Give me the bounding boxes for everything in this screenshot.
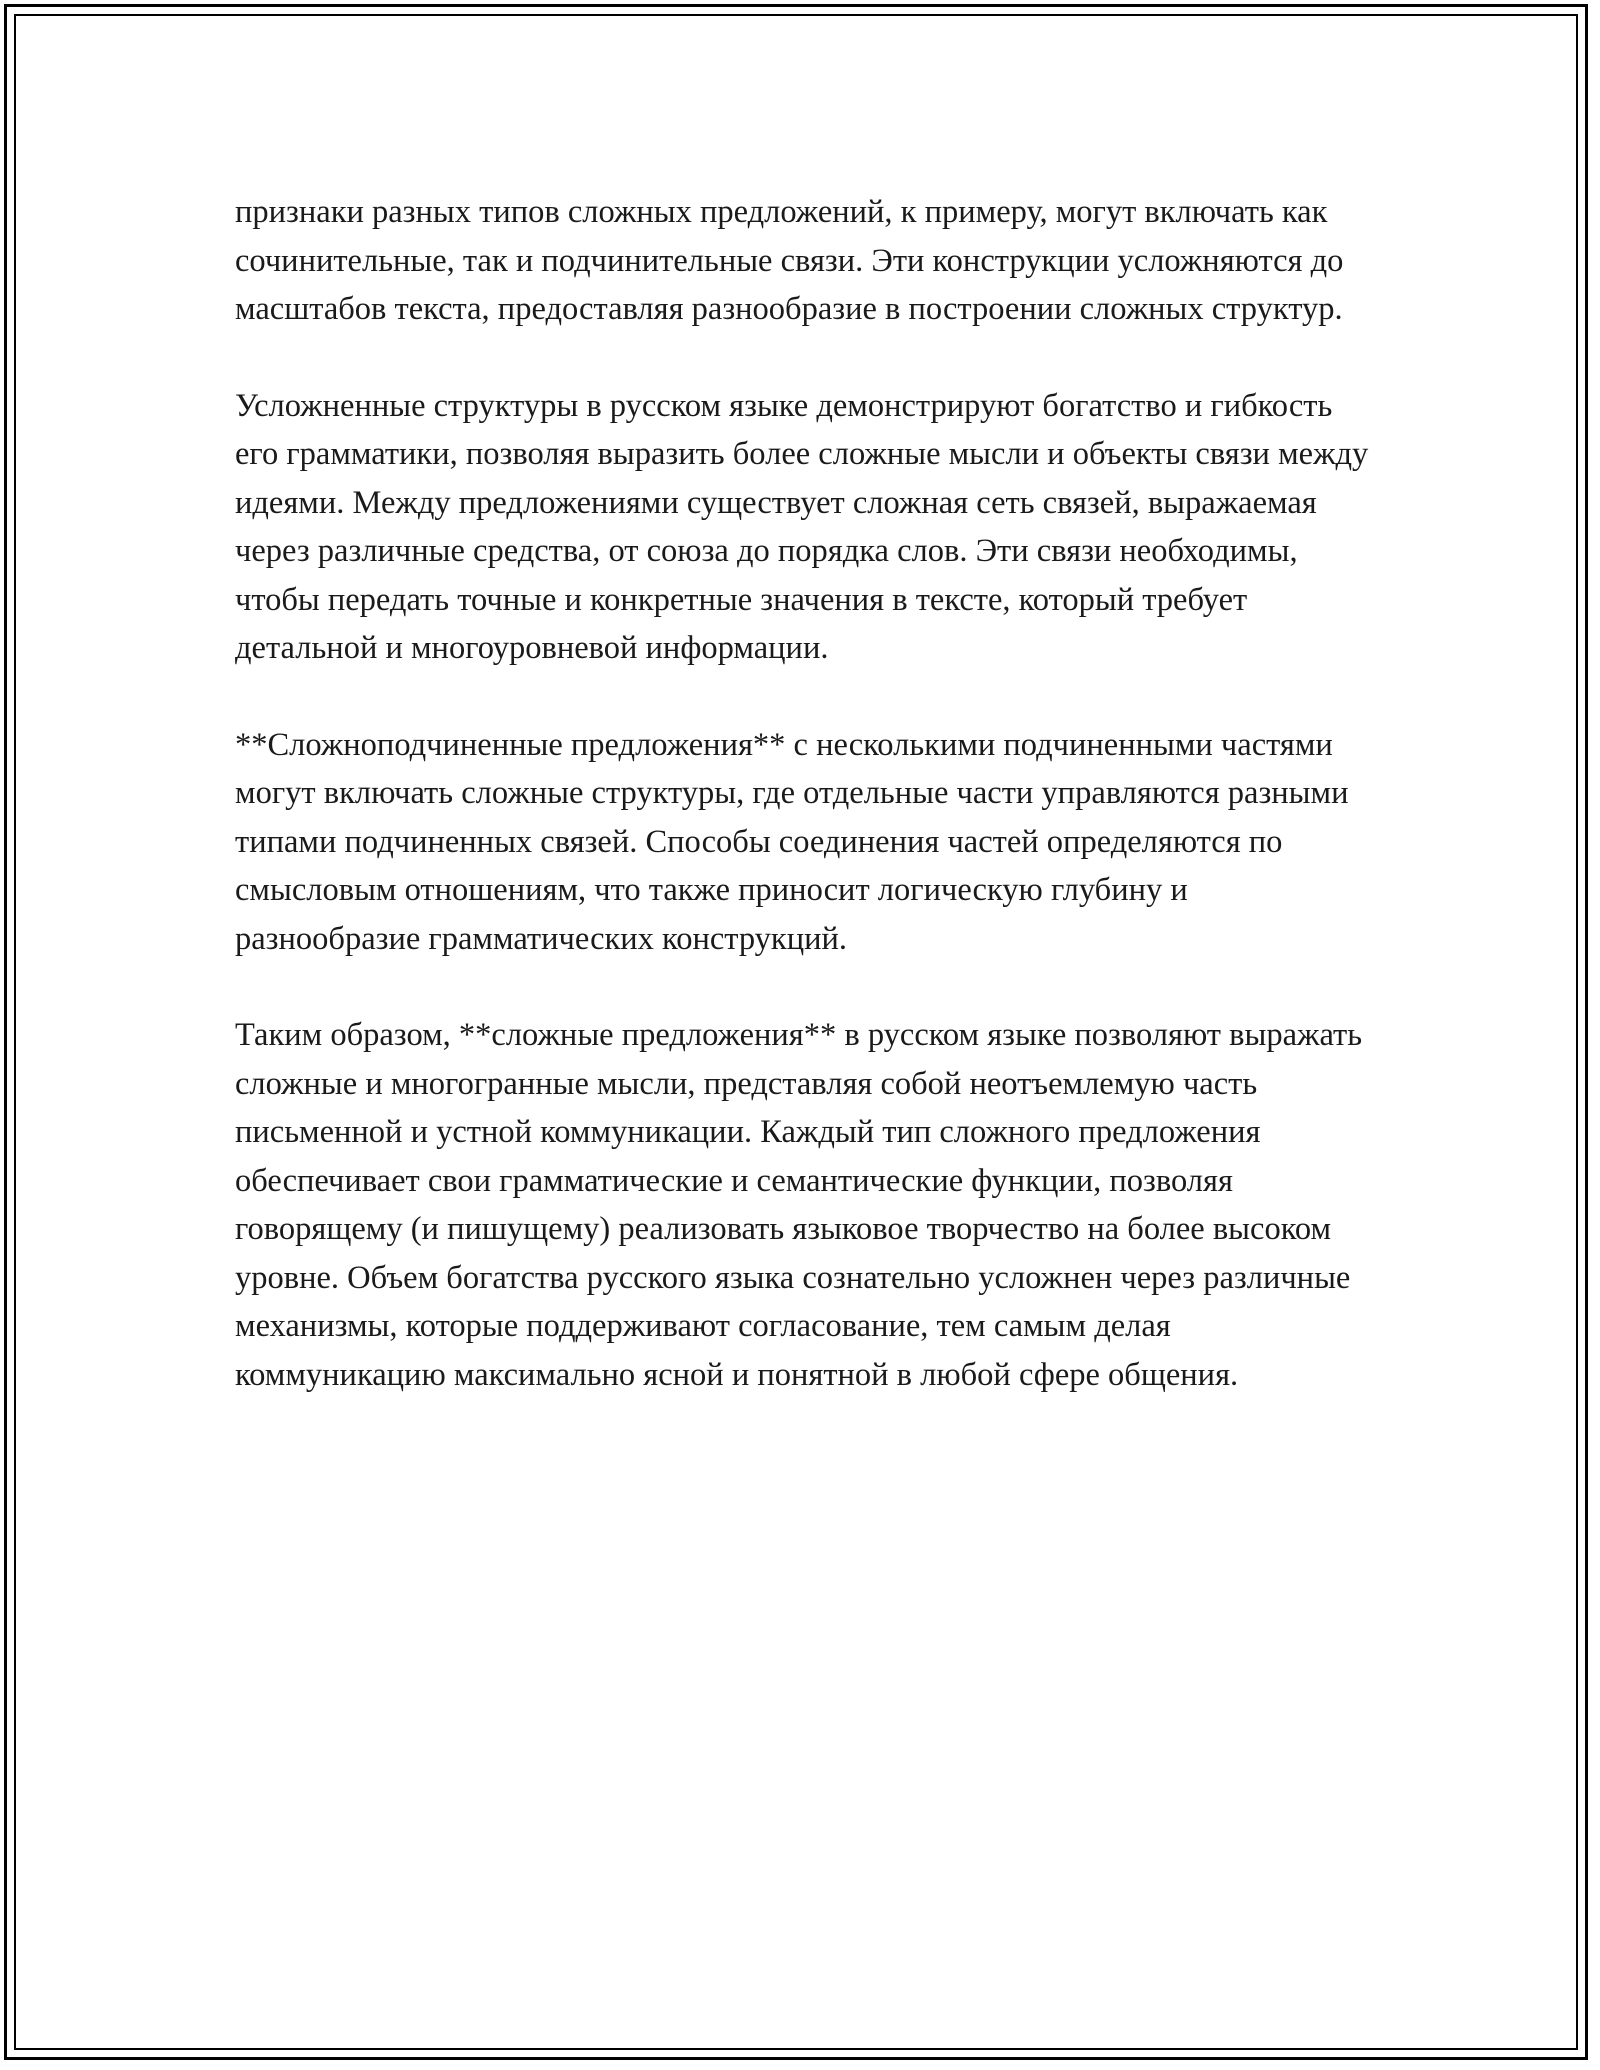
- paragraph-1: признаки разных типов сложных предложений, к примеру, могут включать как сочинительные, так и подчинительные связи. Эти конструкции усложняются до масштабов текста, предоставляя разнообразие в построении сложных структур.: [235, 194, 1344, 327]
- paragraph-2: Усложненные структуры в русском языке демонстрируют богатство и гибкость его грамматики, позволяя выразить более сложные мысли и объекты связи между идеями. Между предложениями существует сложная сеть связей, выражаемая через различные средства, от союза до порядка слов. Эти связи необходимы, чтобы передать точные и конкретные значения в тексте, который требует детальной и многоуровневой информации.: [235, 387, 1369, 666]
- paragraph-3: **Сложноподчиненные предложения** с несколькими подчиненными частями могут включать сложные структуры, где отдельные части управляются разными типами подчиненных связей. Способы соединения частей определяются по смысловым отношениям, что также приносит логическую глубину и разнообразие грамматических конструкций.: [235, 726, 1349, 957]
- paragraph-4: Таким образом, **сложные предложения** в русском языке позволяют выражать сложные и многогранные мысли, представляя собой неотъемлемую часть письменной и устной коммуникации. Каждый тип сложного предложения обеспечивает свои грамматические и семантические функции, позволяя говорящему (и пишущему) реализовать языковое творчество на более высоком уровне. Объем богатства русского языка сознательно усложнен через различные механизмы, которые поддерживают согласование, тем самым делая коммуникацию максимально ясной и понятной в любой сфере общения.: [235, 1017, 1363, 1393]
- document-body: [235, 188, 1375, 1447]
